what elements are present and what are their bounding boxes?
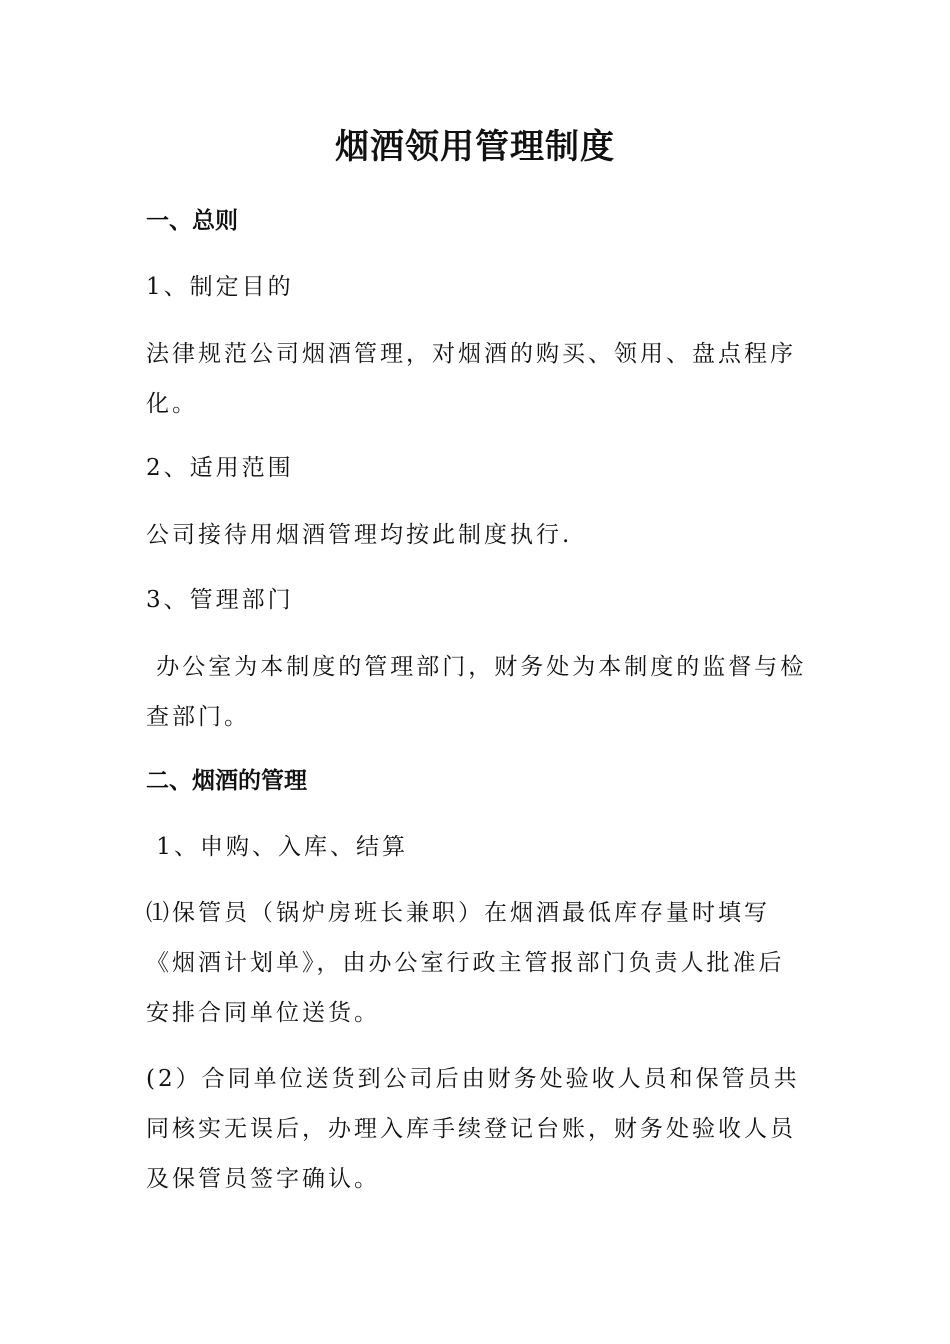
item-label-purpose: 1、制定目的: [146, 274, 294, 300]
paragraph-delivery-line-1: (2）合同单位送货到公司后由财务处验收人员和保管员共: [146, 1066, 800, 1092]
item-label-scope: 2、适用范围: [146, 455, 294, 481]
document-title: 烟酒领用管理制度: [335, 127, 615, 167]
paragraph-custodian-line-1: ⑴保管员（锅炉房班长兼职）在烟酒最低库存量时填写: [146, 900, 770, 926]
paragraph-delivery-line-3: 及保管员签字确认。: [146, 1166, 380, 1192]
section-heading-general: 一、总则: [146, 208, 238, 234]
paragraph-purpose-line-2: 化。: [146, 391, 198, 417]
paragraph-department-line-2: 查部门。: [146, 704, 250, 730]
paragraph-custodian-line-3: 安排合同单位送货。: [146, 1000, 380, 1026]
paragraph-delivery-line-2: 同核实无误后，办理入库手续登记台账，财务处验收人员: [146, 1116, 796, 1142]
section-heading-management: 二、烟酒的管理: [146, 768, 307, 794]
paragraph-purpose-line-1: 法律规范公司烟酒管理，对烟酒的购买、领用、盘点程序: [146, 341, 796, 367]
item-label-purchase: 1、申购、入库、结算: [146, 834, 408, 860]
paragraph-custodian-line-2: 《烟酒计划单》，由办公室行政主管报部门负责人批准后: [146, 950, 785, 976]
paragraph-scope: 公司接待用烟酒管理均按此制度执行.: [146, 522, 573, 548]
paragraph-department-line-1: 办公室为本制度的管理部门，财务处为本制度的监督与检: [146, 654, 807, 680]
item-label-department: 3、管理部门: [146, 587, 294, 613]
